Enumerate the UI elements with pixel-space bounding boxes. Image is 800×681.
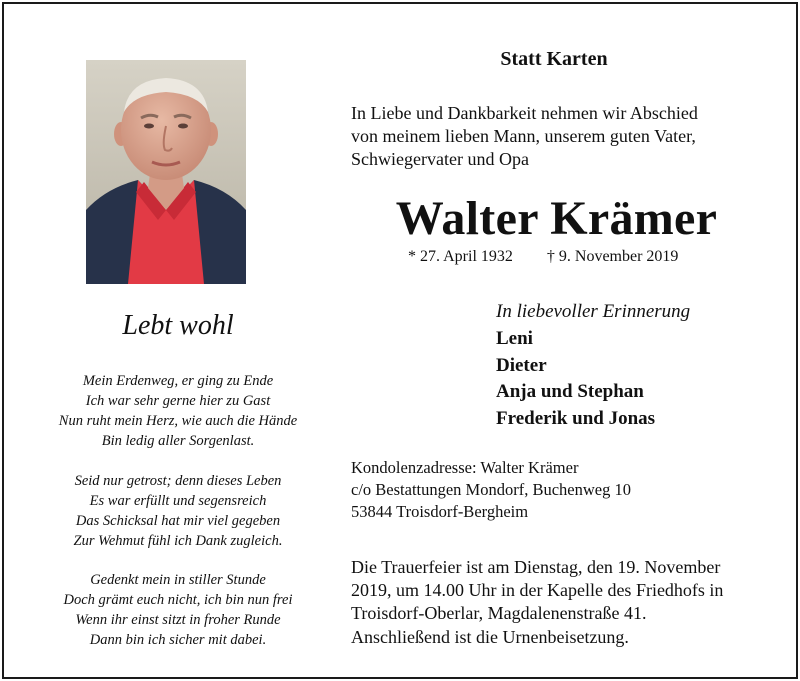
address-line: 53844 Troisdorf-Bergheim	[351, 502, 529, 521]
poem-line: Gedenkt mein in stiller Stunde	[90, 572, 266, 588]
mourner-name: Frederik und Jonas	[496, 407, 656, 429]
mourner-name: Dieter	[496, 354, 547, 376]
intro-line: Schwiegervater und Opa	[351, 149, 529, 169]
poem-line: Nun ruht mein Herz, wie auch die Hände	[58, 413, 298, 429]
poem-line: Das Schicksal hat mir viel gegeben	[75, 513, 281, 529]
poem-line: Mein Erdenweg, er ging zu Ende	[82, 373, 274, 389]
poem-line: Dann bin ich sicher mit dabei.	[89, 632, 267, 648]
poem-stanza-3	[26, 570, 330, 650]
poem-line: Zur Wehmut fühl ich Dank zugleich.	[73, 533, 283, 549]
address-line: Kondolenzadresse: Walter Krämer	[351, 458, 579, 477]
poem-line: Wenn ihr einst sitzt in froher Runde	[75, 612, 281, 628]
service-line: 2019, um 14.00 Uhr in der Kapelle des Friedhofs in	[351, 580, 724, 600]
heading-statt-karten: Statt Karten	[500, 48, 608, 70]
life-dates	[408, 248, 678, 266]
poem-stanza-1	[26, 371, 330, 451]
portrait-illustration	[86, 60, 246, 284]
condolence-address	[351, 457, 631, 523]
poem-line: Bin ledig aller Sorgenlast.	[101, 433, 255, 449]
poem-line: Es war erfüllt und segensreich	[89, 493, 267, 509]
birth-date: * 27. April 1932	[408, 248, 513, 265]
portrait-photo	[86, 60, 246, 284]
intro-line: In Liebe und Dankbarkeit nehmen wir Abschied	[351, 103, 698, 123]
address-line: c/o Bestattungen Mondorf, Buchenweg 10	[351, 480, 631, 499]
service-line: Die Trauerfeier ist am Dienstag, den 19. November	[351, 557, 721, 577]
remembrance-intro: In liebevoller Erinnerung	[496, 301, 691, 322]
service-line: Troisdorf-Oberlar, Magdalenenstraße 41.	[351, 603, 647, 623]
obituary-card	[2, 2, 798, 679]
burial-note: Anschließend ist die Urnenbeisetzung.	[351, 627, 629, 647]
intro-text	[351, 102, 771, 171]
motto: Lebt wohl	[122, 310, 234, 341]
mourners-list	[496, 326, 655, 432]
poem-line: Seid nur getrost; denn dieses Leben	[74, 473, 282, 489]
poem-stanza-2	[26, 471, 330, 551]
funeral-service-info	[351, 556, 723, 625]
mourner-name: Leni	[496, 328, 533, 349]
poem-line: Doch grämt euch nicht, ich bin nun frei	[63, 592, 293, 608]
death-date: † 9. November 2019	[546, 248, 679, 265]
poem-line: Ich war sehr gerne hier zu Gast	[85, 393, 271, 409]
mourner-name: Anja und Stephan	[496, 381, 644, 402]
deceased-name: Walter Krämer	[395, 192, 718, 245]
intro-line: von meinem lieben Mann, unserem guten Vater,	[351, 126, 696, 146]
